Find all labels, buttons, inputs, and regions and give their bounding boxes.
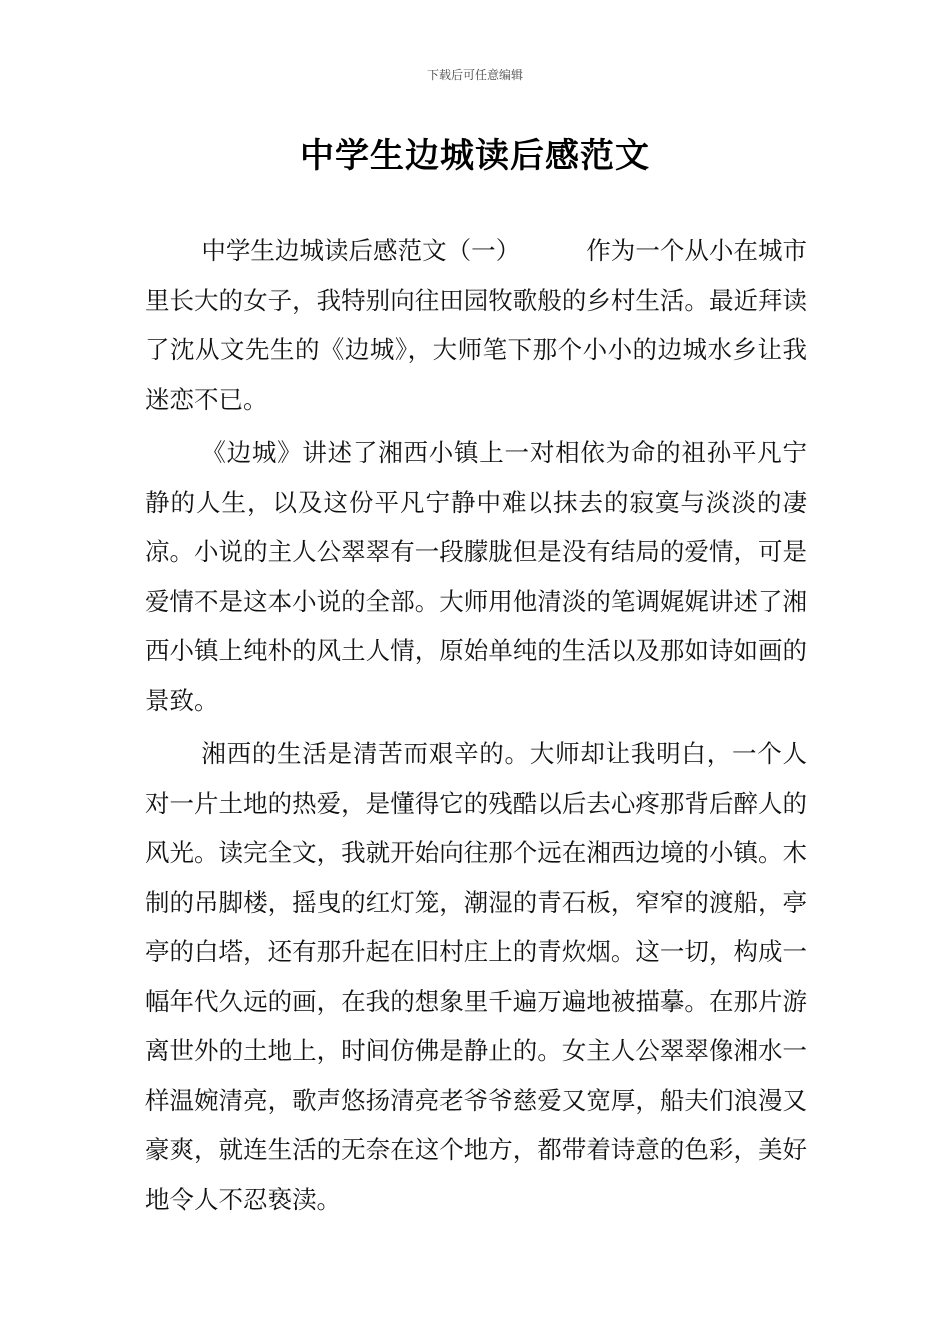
paragraph-3: 湘西的生活是清苦而艰辛的。大师却让我明白，一个人对一片土地的热爱，是懂得它的残酷以后去心疼那背后醉人的风光。读完全文，我就开始向往那个远在湘西边境的小镇。木制的吊脚楼，摇曳的红灯笼，潮湿的青石板，窄窄的渡船，亭亭的白塔，还有那升起在旧村庄上的青炊烟。这一切，构成一幅年代久远的画，在我的想象里千遍万遍地被描摹。在那片游离世外的土地上，时间仿佛是静止的。女主人公翠翠像湘水一样温婉清亮，歌声悠扬清亮老爷爷慈爱又宽厚，船夫们浪漫又豪爽，就连生活的无奈在这个地方，都带着诗意的色彩，美好地令人不忍亵渎。 bbox=[145, 739, 807, 1214]
page-title: 中学生边城读后感范文 bbox=[300, 136, 650, 176]
article-body bbox=[145, 226, 807, 1228]
paragraph-2: 《边城》讲述了湘西小镇上一对相依为命的祖孙平凡宁静的人生，以及这份平凡宁静中难以抹去的寂寞与淡淡的凄凉。小说的主人公翠翠有一段朦胧但是没有结局的爱情，可是爱情不是这本小说的全部。大师用他清淡的笔调娓娓讲述了湘西小镇上纯朴的风土人情，原始单纯的生活以及那如诗如画的景致。 bbox=[145, 438, 807, 715]
section-heading: 中学生边城读后感范文（一） bbox=[201, 236, 521, 265]
paragraph-1-text: 作为一个从小在城市里长大的女子，我特别向往田园牧歌般的乡村生活。最近拜读了沈从文先生的《边城》，大师笔下那个小小的边城水乡让我迷恋不已。 bbox=[145, 236, 808, 414]
page-header-note: 下载后可任意编辑 bbox=[426, 68, 523, 82]
paragraph-1 bbox=[145, 226, 807, 424]
